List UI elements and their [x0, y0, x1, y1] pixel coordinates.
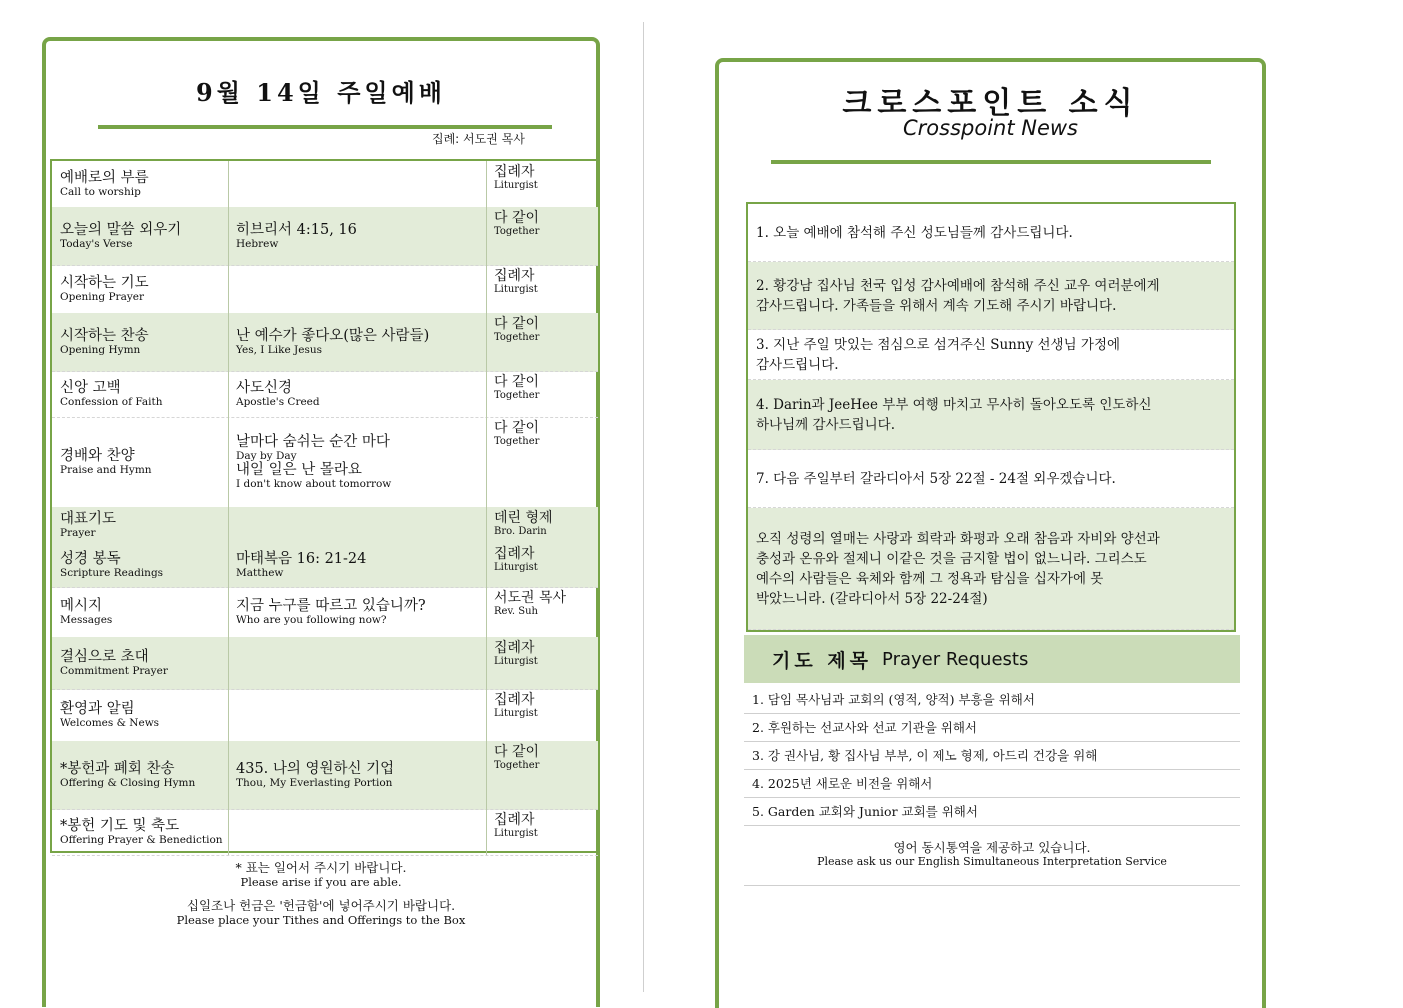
title-divider — [771, 160, 1211, 164]
column-divider — [486, 741, 487, 809]
order-row — [52, 417, 598, 508]
content-cell — [236, 543, 486, 587]
interp-ko: 영어 동시통역을 제공하고 있습니다. — [893, 840, 1091, 855]
content-ko: 난 예수가 좋다오(많은 사람들) — [236, 328, 430, 344]
title-divider — [98, 125, 552, 129]
news-page — [715, 58, 1266, 1008]
leader-ko: 집례자 — [494, 268, 535, 284]
prayer-item: 5. Garden 교회와 Junior 교회를 위해서 — [744, 798, 1240, 826]
news-line: 충성과 온유와 절제니 이같은 것을 금지할 법이 없느니라. 그리스도 — [756, 550, 1147, 567]
content-en: Hebrew — [236, 238, 279, 250]
item-cell — [60, 265, 226, 313]
news-line: 박았느니라. (갈라디아서 5장 22-24절) — [756, 590, 988, 607]
order-row — [52, 265, 598, 314]
column-divider — [486, 587, 487, 637]
news-line: 감사드립니다. — [756, 356, 839, 373]
item-cell — [60, 587, 226, 637]
note-standing-ko: * 표는 일어서 주시기 바랍니다. — [235, 860, 407, 875]
order-row — [52, 161, 598, 208]
item-name-en: Opening Hymn — [60, 344, 141, 356]
leader-ko: 다 같이 — [494, 374, 540, 390]
leader-ko: 데린 형제 — [494, 510, 553, 526]
order-row — [52, 587, 598, 638]
note-standing-en: Please arise if you are able. — [240, 875, 402, 889]
leader-cell — [494, 809, 594, 855]
leader-cell — [494, 371, 594, 417]
content-cell — [236, 809, 486, 855]
order-row — [52, 507, 598, 544]
item-name-en: Today's Verse — [60, 238, 133, 250]
content-cell — [236, 265, 486, 313]
item-cell — [60, 507, 226, 543]
news-line: 하나님께 감사드립니다. — [756, 416, 895, 433]
leader-cell — [494, 689, 594, 741]
content-ko: 날마다 숨쉬는 순간 마다 — [236, 434, 390, 450]
content-en: Thou, My Everlasting Portion — [236, 777, 393, 789]
content-ko: 히브리서 4:15, 16 — [236, 222, 357, 238]
item-name-ko: 경배와 찬양 — [60, 448, 135, 464]
column-divider — [228, 587, 229, 637]
item-name-en: Welcomes & News — [60, 717, 160, 729]
column-divider — [228, 313, 229, 371]
column-divider — [228, 371, 229, 417]
item-name-ko: 오늘의 말씀 외우기 — [60, 222, 182, 238]
officiant-label: 집례: 서도권 목사 — [432, 132, 525, 146]
order-row — [52, 741, 598, 810]
worship-order-table — [50, 159, 600, 853]
item-name-ko: 성경 봉독 — [60, 551, 121, 567]
content-cell — [236, 313, 486, 371]
content-cell — [236, 371, 486, 417]
leader-ko: 집례자 — [494, 640, 535, 656]
column-divider — [228, 207, 229, 265]
news-line: 7. 다음 주일부터 갈라디아서 5장 22절 - 24절 외우겠습니다. — [756, 470, 1116, 487]
column-divider — [486, 809, 487, 855]
column-divider — [486, 543, 487, 587]
leader-ko: 다 같이 — [494, 420, 540, 436]
news-box — [746, 202, 1236, 632]
news-item — [748, 508, 1234, 630]
leader-cell — [494, 507, 594, 543]
content-ko-2: 내일 일은 난 몰라요 — [236, 462, 362, 478]
leader-cell — [494, 207, 594, 265]
note-offering-ko: 십일조나 헌금은 '헌금함'에 넣어주시기 바랍니다. — [186, 898, 456, 913]
prayer-title-ko: 기도 제목 — [772, 649, 873, 672]
item-name-ko: 시작하는 기도 — [60, 275, 149, 291]
item-cell — [60, 161, 226, 207]
column-divider — [228, 689, 229, 741]
content-cell — [236, 689, 486, 741]
item-name-ko: 예배로의 부름 — [60, 170, 149, 186]
column-divider — [486, 637, 487, 689]
news-line: 오직 성령의 열매는 사랑과 희락과 화평과 오래 참음과 자비와 양선과 — [756, 530, 1160, 547]
content-ko: 지금 누구를 따르고 있습니까? — [236, 598, 426, 614]
column-divider — [228, 265, 229, 313]
news-line: 4. Darin과 JeeHee 부부 여행 마치고 무사히 돌아오도록 인도하신 — [756, 396, 1152, 413]
leader-cell — [494, 313, 594, 371]
content-cell — [236, 507, 486, 543]
news-item — [748, 204, 1234, 262]
leader-cell — [494, 637, 594, 689]
content-cell — [236, 741, 486, 809]
leader-en: Rev. Suh — [494, 606, 538, 617]
item-name-en: Prayer — [60, 527, 96, 539]
leader-en: Together — [494, 436, 540, 447]
leader-en: Liturgist — [494, 828, 538, 839]
news-title-ko: 크로스포인트 소식 — [842, 86, 1139, 121]
leader-ko: 다 같이 — [494, 744, 540, 760]
content-cell — [236, 637, 486, 689]
news-line: 감사드립니다. 가족들을 위해서 계속 기도해 주시기 바랍니다. — [756, 297, 1117, 314]
column-divider — [486, 265, 487, 313]
content-en: Yes, I Like Jesus — [236, 344, 322, 356]
item-name-en: Scripture Readings — [60, 567, 164, 579]
column-divider — [486, 689, 487, 741]
item-cell — [60, 543, 226, 587]
prayer-item: 4. 2025년 새로운 비전을 위해서 — [744, 770, 1240, 798]
column-divider — [228, 741, 229, 809]
prayer-requests-header — [744, 635, 1240, 683]
leader-en: Together — [494, 390, 540, 401]
leader-en: Liturgist — [494, 180, 538, 191]
interp-en: Please ask us our English Simultaneous Interpretation Service — [817, 855, 1167, 868]
column-divider — [486, 371, 487, 417]
column-divider — [228, 543, 229, 587]
prayer-item: 2. 후원하는 선교사와 선교 기관을 위해서 — [744, 714, 1240, 742]
item-cell — [60, 313, 226, 371]
item-cell — [60, 371, 226, 417]
prayer-title-en: Prayer Requests — [882, 648, 1029, 670]
leader-ko: 집례자 — [494, 546, 535, 562]
column-divider — [228, 809, 229, 855]
news-item — [748, 380, 1234, 450]
content-ko: 435. 나의 영원하신 기업 — [236, 761, 395, 777]
item-name-ko: 환영과 알림 — [60, 701, 135, 717]
news-line: 1. 오늘 예배에 참석해 주신 성도님들께 감사드립니다. — [756, 224, 1073, 241]
content-en: Matthew — [236, 567, 284, 579]
content-cell — [236, 161, 486, 207]
leader-ko: 집례자 — [494, 164, 535, 180]
column-divider — [228, 507, 229, 543]
column-divider — [486, 417, 487, 507]
leader-en: Liturgist — [494, 562, 538, 573]
prayer-item: 3. 강 권사님, 황 집사님 부부, 이 제노 형제, 아드리 건강을 위해 — [744, 742, 1240, 770]
content-en: Day by Day — [236, 450, 297, 462]
leader-cell — [494, 265, 594, 313]
item-cell — [60, 417, 226, 507]
item-name-en: Offering Prayer & Benediction — [60, 834, 223, 846]
column-divider — [486, 207, 487, 265]
news-line: 2. 황강남 집사님 천국 입성 감사예배에 참석해 주신 교우 여러분에게 — [756, 277, 1160, 294]
content-en: Who are you following now? — [236, 614, 387, 626]
leader-cell — [494, 161, 594, 207]
news-item — [748, 450, 1234, 508]
order-row — [52, 371, 598, 418]
leader-ko: 다 같이 — [494, 316, 540, 332]
content-cell — [236, 417, 486, 507]
leader-en: Liturgist — [494, 656, 538, 667]
item-name-en: Call to worship — [60, 186, 141, 198]
prayer-item: 1. 담임 목사님과 교회의 (영적, 양적) 부흥을 위해서 — [744, 686, 1240, 714]
item-name-ko: 대표기도 — [60, 511, 117, 527]
content-ko: 사도신경 — [236, 380, 293, 396]
notes — [46, 861, 596, 927]
leader-ko: 다 같이 — [494, 210, 540, 226]
item-name-ko: 시작하는 찬송 — [60, 328, 149, 344]
news-line: 3. 지난 주일 맛있는 점심으로 섬겨주신 Sunny 선생님 가정에 — [756, 336, 1121, 353]
leader-ko: 집례자 — [494, 812, 535, 828]
item-name-en: Offering & Closing Hymn — [60, 777, 196, 789]
column-divider — [228, 637, 229, 689]
item-cell — [60, 637, 226, 689]
interpretation-note — [744, 840, 1240, 868]
leader-en: Bro. Darin — [494, 526, 547, 537]
content-ko: 마태복음 16: 21-24 — [236, 551, 367, 567]
item-name-ko: 결심으로 초대 — [60, 649, 149, 665]
order-row — [52, 543, 598, 588]
item-name-en: Opening Prayer — [60, 291, 144, 303]
item-name-en: Commitment Prayer — [60, 665, 168, 677]
content-en-2: I don't know about tomorrow — [236, 478, 392, 490]
leader-en: Together — [494, 332, 540, 343]
item-name-ko: 메시지 — [60, 598, 103, 614]
order-row — [52, 689, 598, 742]
item-cell — [60, 689, 226, 741]
content-cell — [236, 587, 486, 637]
column-divider — [486, 507, 487, 543]
news-item — [748, 262, 1234, 330]
order-row — [52, 313, 598, 372]
item-name-en: Messages — [60, 614, 113, 626]
news-item — [748, 330, 1234, 380]
item-name-en: Confession of Faith — [60, 396, 163, 408]
item-cell — [60, 207, 226, 265]
prayer-list — [744, 686, 1240, 826]
item-name-en: Praise and Hymn — [60, 464, 152, 476]
column-divider — [486, 161, 487, 207]
news-title-en: Crosspoint News — [902, 116, 1078, 140]
leader-cell — [494, 587, 594, 637]
page-title: 9월 14일 주일예배 — [196, 78, 446, 107]
leader-cell — [494, 741, 594, 809]
leader-cell — [494, 417, 594, 507]
worship-order-page — [42, 37, 600, 1007]
note-offering-en: Please place your Tithes and Offerings to the Box — [176, 913, 466, 927]
leader-en: Liturgist — [494, 708, 538, 719]
news-line: 예수의 사람들은 육체와 함께 그 정욕과 탐심을 십자가에 못 — [756, 570, 1104, 587]
bottom-divider — [744, 885, 1240, 886]
item-cell — [60, 809, 226, 855]
leader-en: Together — [494, 760, 540, 771]
leader-cell — [494, 543, 594, 587]
order-row — [52, 809, 598, 856]
leader-en: Liturgist — [494, 284, 538, 295]
item-cell — [60, 741, 226, 809]
order-row — [52, 637, 598, 690]
item-name-ko: *봉헌과 폐회 찬송 — [60, 761, 175, 777]
leader-ko: 서도권 목사 — [494, 590, 567, 606]
leader-en: Together — [494, 226, 540, 237]
leader-ko: 집례자 — [494, 692, 535, 708]
content-en: Apostle's Creed — [236, 396, 320, 408]
page-divider — [643, 22, 644, 992]
content-cell — [236, 207, 486, 265]
item-name-ko: *봉헌 기도 및 축도 — [60, 818, 180, 834]
column-divider — [228, 417, 229, 507]
column-divider — [228, 161, 229, 207]
order-row — [52, 207, 598, 266]
item-name-ko: 신앙 고백 — [60, 380, 121, 396]
column-divider — [486, 313, 487, 371]
